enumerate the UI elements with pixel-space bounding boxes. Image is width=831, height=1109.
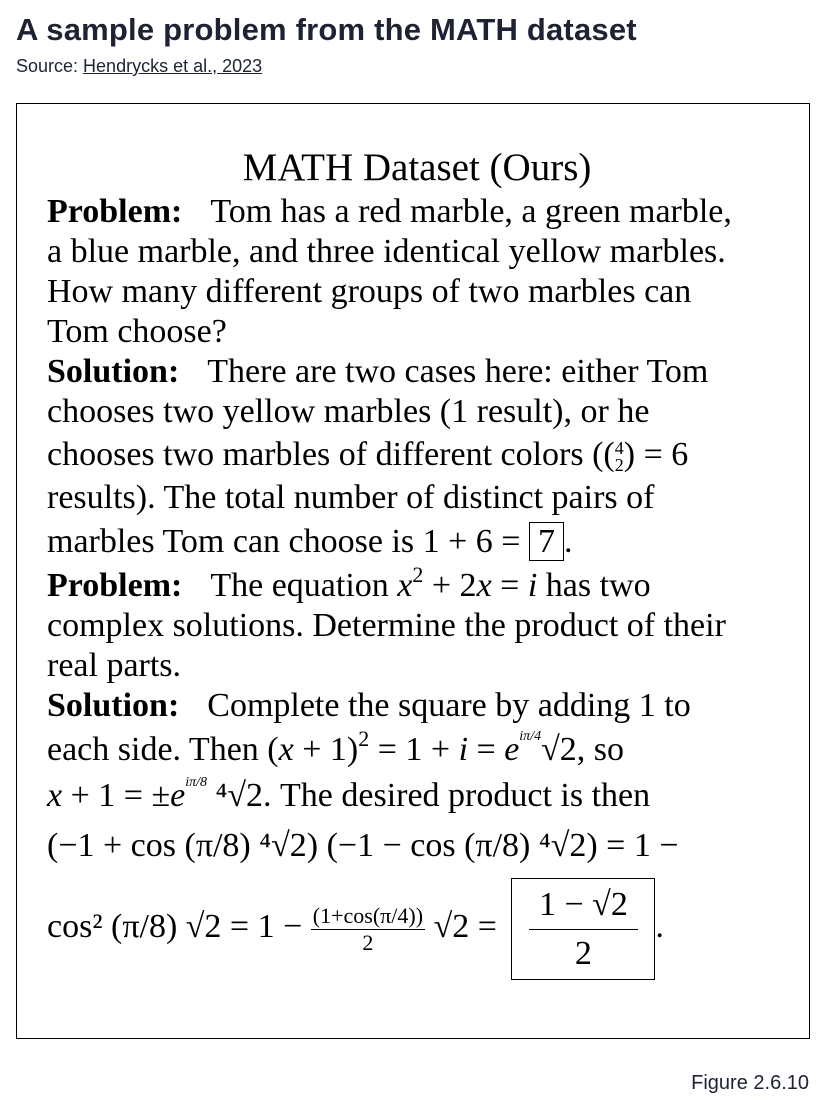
answer-box-7: 7 <box>529 522 564 561</box>
binomial-bottom: 2 <box>614 455 624 476</box>
s2l2-e: = 1 + <box>369 731 459 768</box>
s2l2-a: each side. Then ( <box>47 731 279 768</box>
final-denominator: 2 <box>574 934 592 972</box>
solution-1-line-5-text: marbles Tom can choose is 1 + 6 = <box>47 523 529 560</box>
solution-2-line-3 <box>47 772 797 820</box>
solution-1-line-4: results). The total number of distinct pairs of <box>47 479 655 516</box>
figure-heading: MATH Dataset (Ours) <box>242 146 592 189</box>
solution-1-line-1 <box>47 352 797 392</box>
problem-1-line-2: a blue marble, and three identical yellow marbles. <box>47 233 726 270</box>
binomial <box>615 440 624 474</box>
s2l2-g: = <box>468 731 505 768</box>
solution-2-line-1 <box>47 686 797 726</box>
p2-x: x <box>397 567 413 604</box>
problem-1-line-4: Tom choose? <box>47 313 227 350</box>
s2l2-i: i <box>458 731 469 768</box>
figure-content <box>47 144 797 982</box>
binomial-top: 4 <box>614 438 624 459</box>
source-link[interactable]: Hendrycks et al., 2023 <box>83 56 263 76</box>
p2-i: i <box>527 567 538 604</box>
solution-2-line-4: (−1 + cos (π/8) ⁴√2) (−1 − cos (π/8) ⁴√2) = 1 − <box>47 827 679 864</box>
problem-label-2: Problem: <box>47 567 183 604</box>
figure-frame <box>16 103 810 1039</box>
solution-label: Solution: <box>47 353 180 390</box>
source-prefix: Source: <box>16 56 84 76</box>
solution-1-line-2: chooses two yellow marbles (1 result), or he <box>47 393 650 430</box>
s2l3-x: x <box>47 777 63 814</box>
s2l3-e: e <box>170 777 186 814</box>
problem-1-text: Tom has a red marble, a green marble, <box>210 193 732 230</box>
p2-exp: 2 <box>412 562 424 587</box>
s2l5-b: √2 = <box>425 908 506 945</box>
solution-2-line-2 <box>47 726 797 772</box>
solution-1-line-5: marbles Tom can choose is 1 + 6 = 7 . <box>47 523 573 560</box>
problem-2-line-1 <box>47 562 797 606</box>
p2-text-a: The equation <box>210 567 398 604</box>
solution-1-line-3-end: ) = 6 <box>623 436 689 473</box>
problem-label: Problem: <box>47 193 183 230</box>
solution-1-line-3-text: chooses two marbles of different colors (( <box>47 436 615 473</box>
p2-eq: = <box>491 567 528 604</box>
page-title: A sample problem from the MATH dataset <box>16 12 637 47</box>
solution-label-2: Solution: <box>47 687 180 724</box>
fraction <box>311 903 425 956</box>
s2l3-b: + 1 = ± <box>62 777 171 814</box>
problem-1-line-1 <box>47 192 797 232</box>
p2-text-d: + 2 <box>423 567 477 604</box>
solution-1-text: There are two cases here: either Tom <box>207 353 709 390</box>
problem-2-line-3: real parts. <box>47 647 182 684</box>
solution-2-text: Complete the square by adding 1 to <box>207 687 691 724</box>
s2l2-exp: 2 <box>358 726 370 751</box>
final-answer-box <box>511 878 655 980</box>
p2-x2: x <box>476 567 492 604</box>
s2l2-j: √2, so <box>541 731 624 768</box>
fraction-numerator: (1+cos(π/4)) <box>312 902 424 928</box>
figure-caption: Figure 2.6.10 <box>691 1072 809 1094</box>
source-line <box>16 56 262 77</box>
s2l2-e-const: e <box>504 731 520 768</box>
solution-1-line-3 <box>47 432 797 478</box>
s2l2-exponent: iπ/4 <box>519 729 542 744</box>
s2l2-x: x <box>278 731 294 768</box>
s2l2-c: + 1) <box>293 731 359 768</box>
s2l3-exponent: iπ/8 <box>185 775 207 790</box>
s2l5-a: cos² (π/8) √2 = 1 − <box>47 908 311 945</box>
s2l3-e-text: ⁴√2. The desired product is then <box>207 777 651 814</box>
fraction-denominator: 2 <box>362 929 374 955</box>
problem-1-line-3: How many different groups of two marbles can <box>47 273 692 310</box>
problem-2-line-2: complex solutions. Determine the product of their <box>47 607 726 644</box>
solution-2-line-5: cos² (π/8) √2 = 1 − $\frac{(1+\cos(\pi/4))}{2}$ √2 = $\frac{1 - √2}{2}$ . <box>47 872 797 982</box>
p2-text-h: has two <box>537 567 651 604</box>
final-numerator: 1 − √2 <box>529 887 638 930</box>
